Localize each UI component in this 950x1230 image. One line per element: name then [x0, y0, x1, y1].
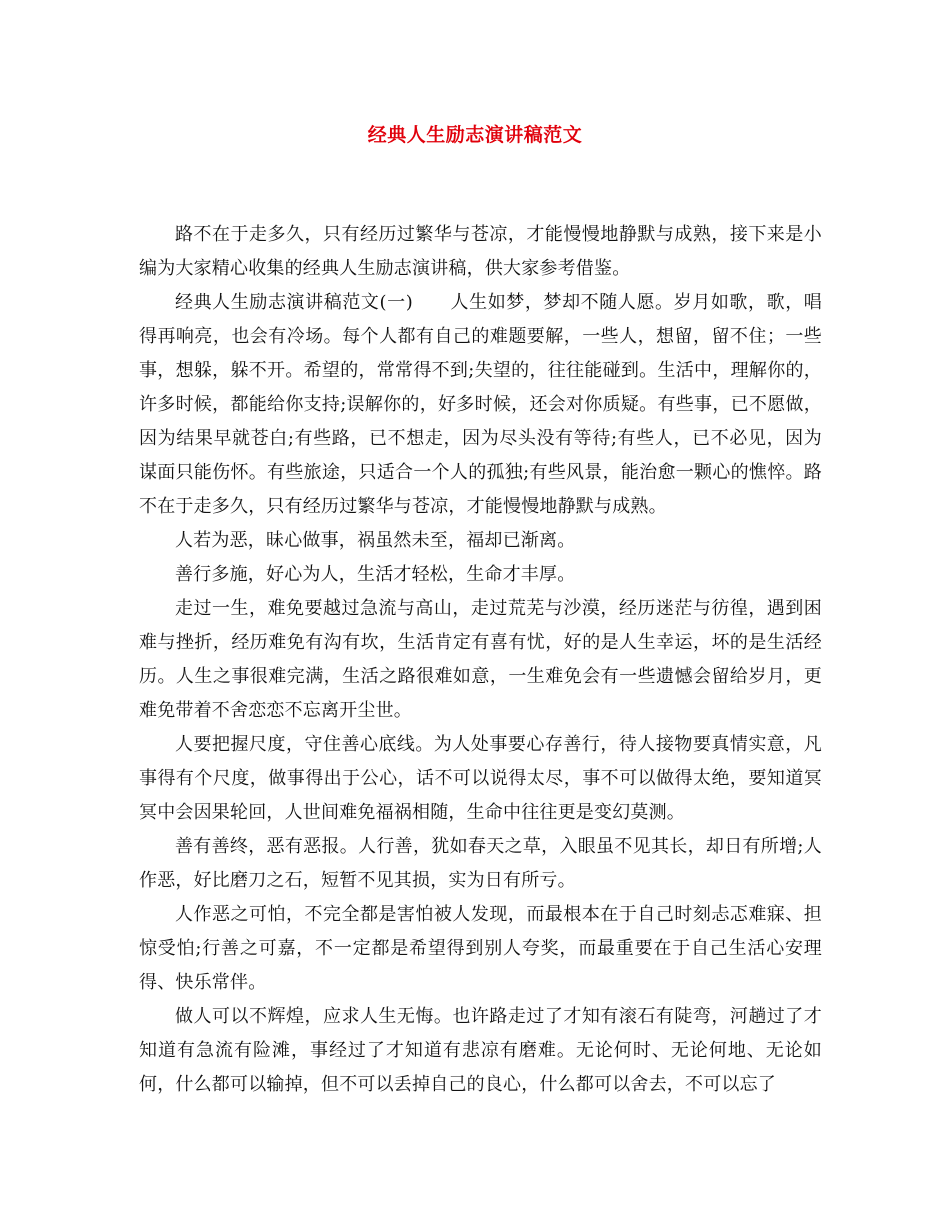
paragraph-4: 走过一生，难免要越过急流与高山，走过荒芜与沙漠，经历迷茫与彷徨，遇到困难与挫折，经历难免有沟有坎，生活肯定有喜有忧，好的是人生幸运，坏的是生活经历。人生之事很难完满，生活之路很难如意，一生难免会有一些遗憾会留给岁月，更难免带着不舍恋恋不忘离开尘世。 — [139, 598, 822, 721]
paragraph-1: 经典人生励志演讲稿范文(一) 人生如梦，梦却不随人愿。岁月如歌，歌，唱得再响亮，也会有冷场。每个人都有自己的难题要解，一些人，想留，留不住；一些事，想躲，躲不开。希望的，常常得不到;失望的，往往能碰到。生活中，理解你的，许多时候，都能给你支持;误解你的，好多时候，还会对你质疑。有些事，已不愿做，因为结果早就苍白;有些路，已不想走，因为尽头没有等待;有些人，已不必见，因为谋面只能伤怀。有些旅途，只适合一个人的孤独;有些风景，能治愈一颗心的憔悴。路不在于走多久，只有经历过繁华与苍凉，才能慢慢地静默与成熟。 — [139, 292, 822, 517]
paragraph-2: 人若为恶，昧心做事，祸虽然未至，福却已渐离。 — [175, 530, 576, 551]
document-body — [139, 218, 822, 1102]
paragraph-intro: 路不在于走多久，只有经历过繁华与苍凉，才能慢慢地静默与成熟，接下来是小编为大家精心收集的经典人生励志演讲稿，供大家参考借鉴。 — [139, 224, 822, 279]
paragraph-5: 人要把握尺度，守住善心底线。为人处事要心存善行，待人接物要真情实意，凡事得有个尺度，做事得出于公心，话不可以说得太尽，事不可以做得太绝，要知道冥冥中会因果轮回，人世间难免福祸相随，生命中往往更是变幻莫测。 — [139, 734, 822, 823]
paragraph-6: 善有善终，恶有恶报。人行善，犹如春天之草，入眼虽不见其长，却日有所增;人作恶，好比磨刀之石，短暂不见其损，实为日有所亏。 — [139, 836, 822, 891]
paragraph-8: 做人可以不辉煌，应求人生无悔。也许路走过了才知有滚石有陡弯，河趟过了才知道有急流有险滩，事经过了才知道有悲凉有磨难。无论何时、无论何地、无论如何，什么都可以输掉，但不可以丢掉自己的良心，什么都可以舍去，不可以忘了 — [139, 1006, 822, 1095]
document-title: 经典人生励志演讲稿范文 — [367, 124, 583, 146]
paragraph-3: 善行多施，好心为人，生活才轻松，生命才丰厚。 — [175, 564, 576, 585]
paragraph-7: 人作恶之可怕，不完全都是害怕被人发现，而最根本在于自己时刻忐忑难寐、担惊受怕;行善之可嘉，不一定都是希望得到别人夸奖，而最重要在于自己生活心安理得、快乐常伴。 — [139, 904, 822, 993]
